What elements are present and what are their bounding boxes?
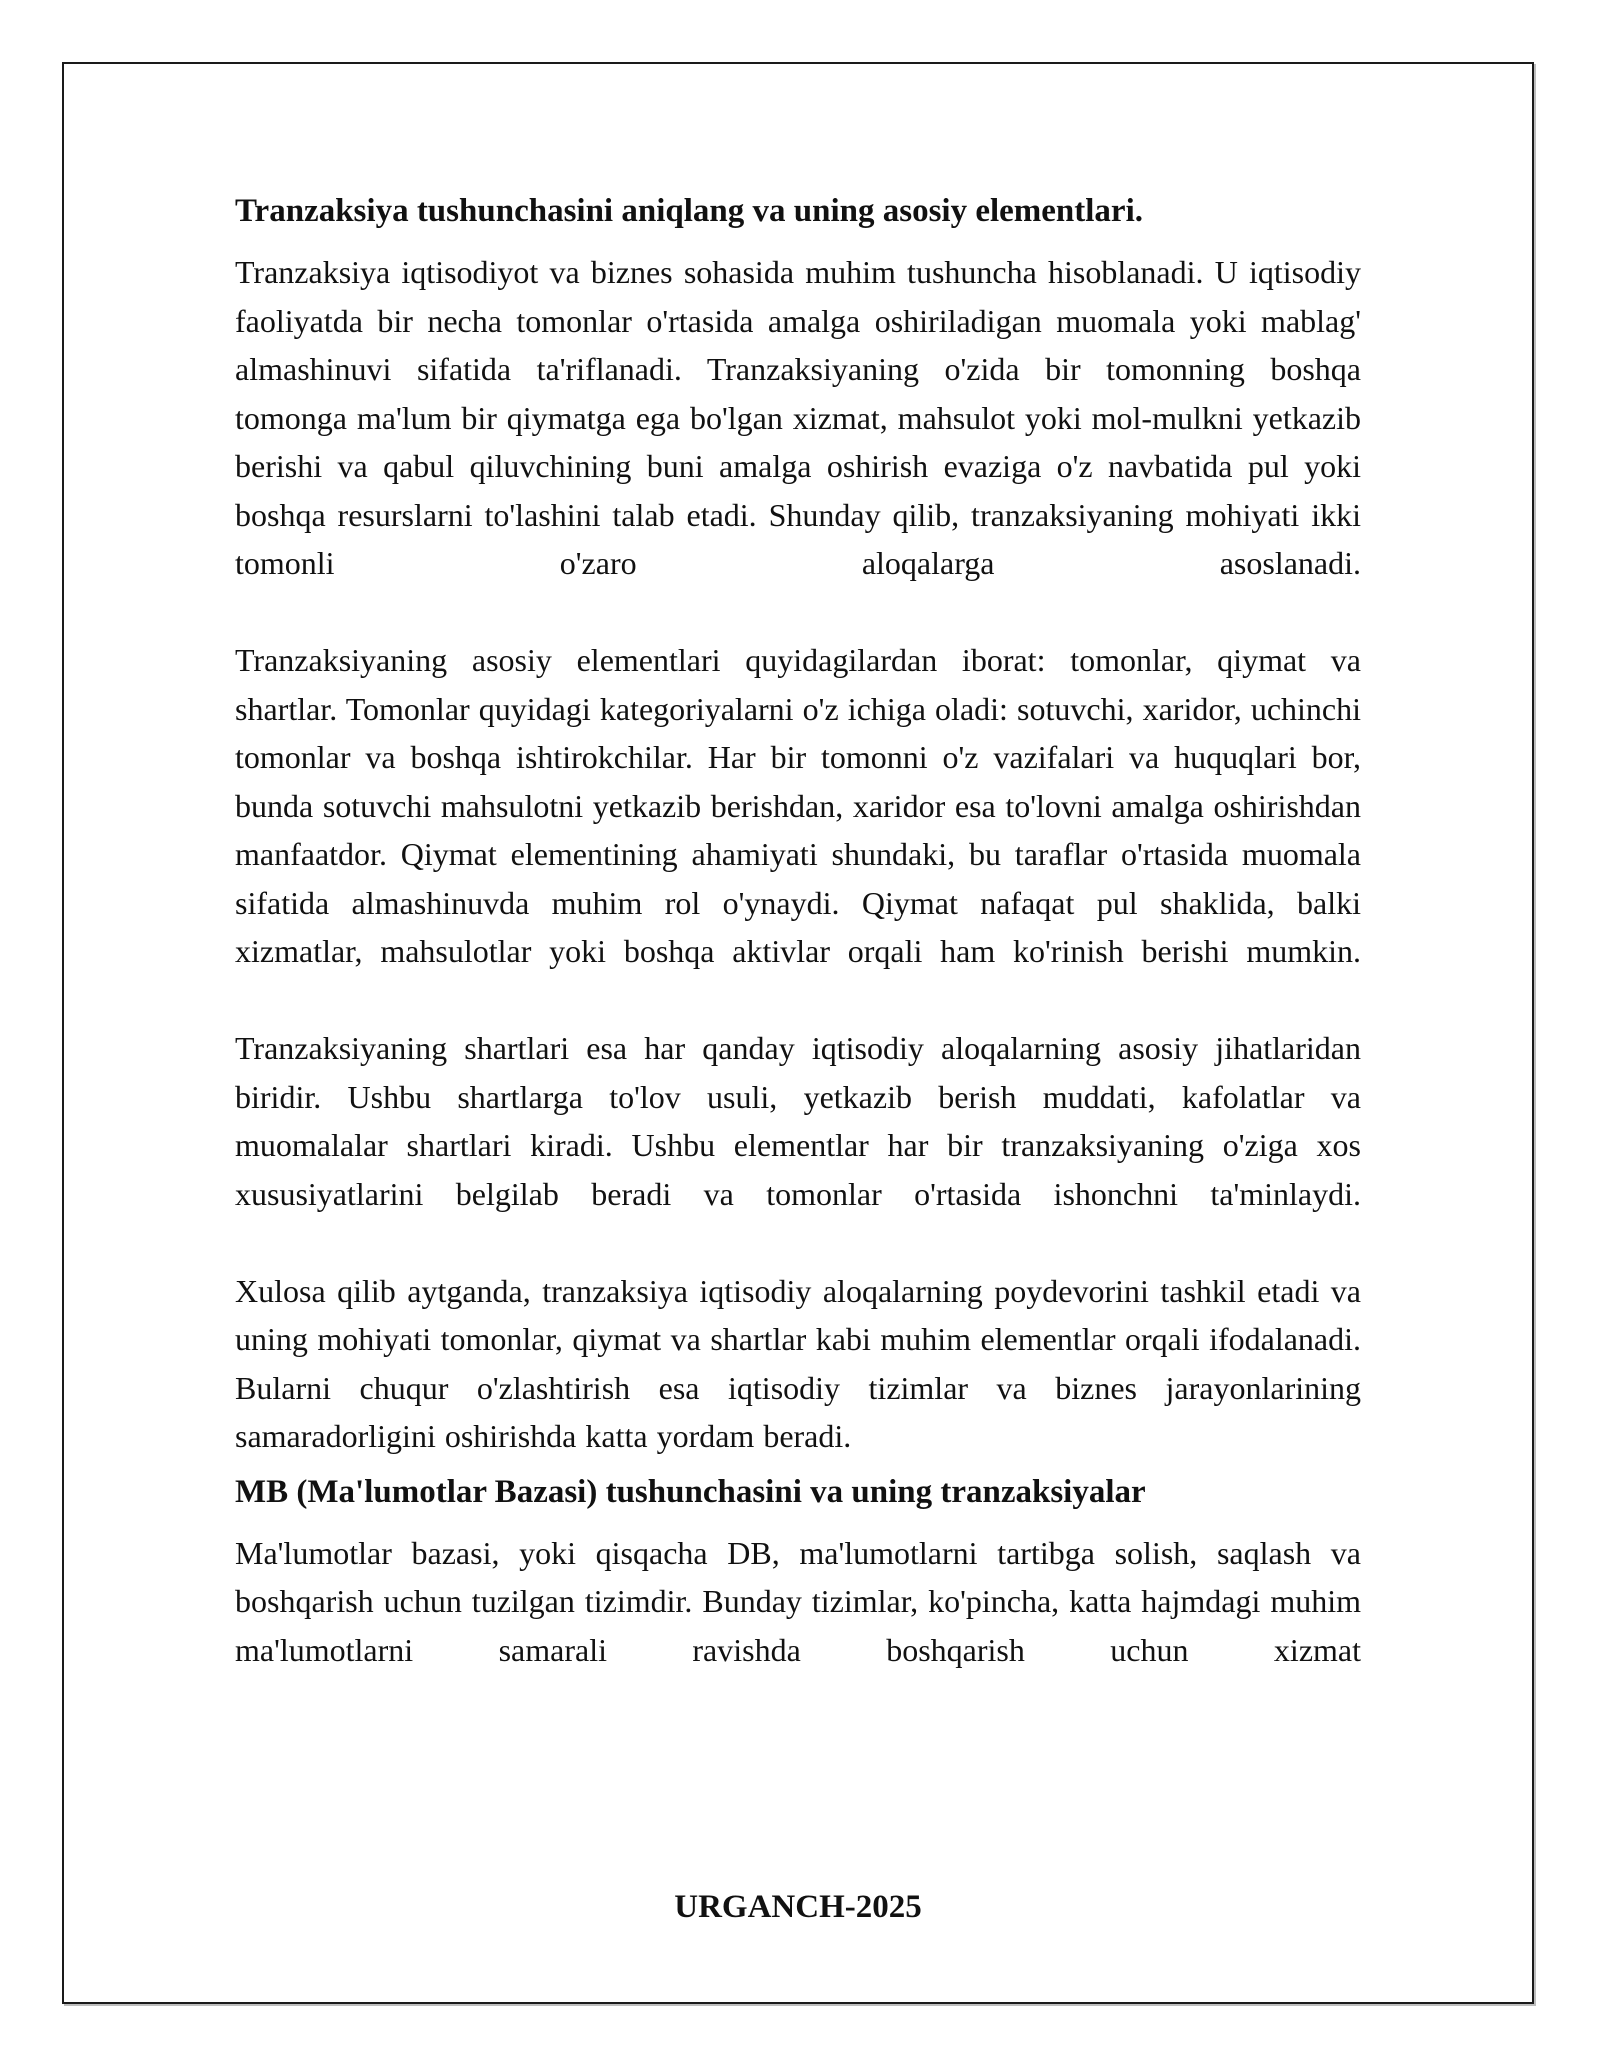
footer-city-year: URGANCH-2025 <box>674 1889 922 1925</box>
paragraph-definition: Tranzaksiya iqtisodiyot va biznes sohasida muhim tushuncha hisoblanadi. U iqtisodiy faoliyatda bir necha tomonlar o'rtasida amalga oshiriladigan muomala yoki mablag' almashinuvi sifatida ta'riflanadi. Tranzaksiyaning o'zida bir tomonning boshqa tomonga ma'lum bir qiymatga ega bo'lgan xizmat, mahsulot yoki mol-mulkni yetkazib berishi va qabul qiluvchining buni amalga oshirish evaziga o'z navbatida pul yoki boshqa resurslarni to'lashini talab etadi. Shunday qilib, tranzaksiyaning mohiyati ikki tomonli o'zaro aloqalarga asoslanadi. <box>235 254 1361 581</box>
paragraph-elements: Tranzaksiyaning asosiy elementlari quyidagilardan iborat: tomonlar, qiymat va shartlar. Tomonlar quyidagi kategoriyalarni o'z ichiga oladi: sotuvchi, xaridor, uchinchi tomonlar va boshqa ishtirokchilar. Har bir tomonni o'z vazifalari va huquqlari bor, bunda sotuvchi mahsulotni yetkazib berishdan, xaridor esa to'lovni amalga oshirishdan manfaatdor. Qiymat elementining ahamiyati shundaki, bu taraflar o'rtasida muomala sifatida almashinuvda muhim rol o'ynaydi. Qiymat nafaqat pul shaklida, balki xizmatlar, mahsulotlar yoki boshqa aktivlar orqali ham ko'rinish berishi mumkin. <box>235 642 1361 969</box>
paragraph-conclusion: Xulosa qilib aytganda, tranzaksiya iqtisodiy aloqalarning poydevorini tashkil etadi va uning mohiyati tomonlar, qiymat va shartlar kabi muhim elementlar orqali ifodalanadi. Bularni chuqur o'zlashtirish esa iqtisodiy tizimlar va biznes jarayonlarining samaradorligini oshirishda katta yordam beradi. <box>235 1272 1361 1454</box>
document-body <box>235 188 1361 1674</box>
section-heading-database: MB (Ma'lumotlar Bazasi) tushunchasini va uning tranzaksiyalar <box>235 1473 1146 1510</box>
paragraph-database: Ma'lumotlar bazasi, yoki qisqacha DB, ma'lumotlarni tartibga solish, saqlash va boshqarish uchun tuzilgan tizimdir. Bunday tizimlar, ko'pincha, katta hajmdagi muhim ma'lumotlarni samarali ravishda boshqarish uchun xizmat <box>235 1534 1361 1668</box>
paragraph-conditions: Tranzaksiyaning shartlari esa har qanday iqtisodiy aloqalarning asosiy jihatlaridan biridir. Ushbu shartlarga to'lov usuli, yetkazib berish muddati, kafolatlar va muomalalar shartlari kiradi. Ushbu elementlar har bir tranzaksiyaning o'ziga xos xususiyatlarini belgilab beradi va tomonlar o'rtasida ishonchni ta'minlaydi. <box>235 1030 1361 1212</box>
section-heading-transaction: Tranzaksiya tushunchasini aniqlang va uning asosiy elementlari. <box>235 193 1143 229</box>
